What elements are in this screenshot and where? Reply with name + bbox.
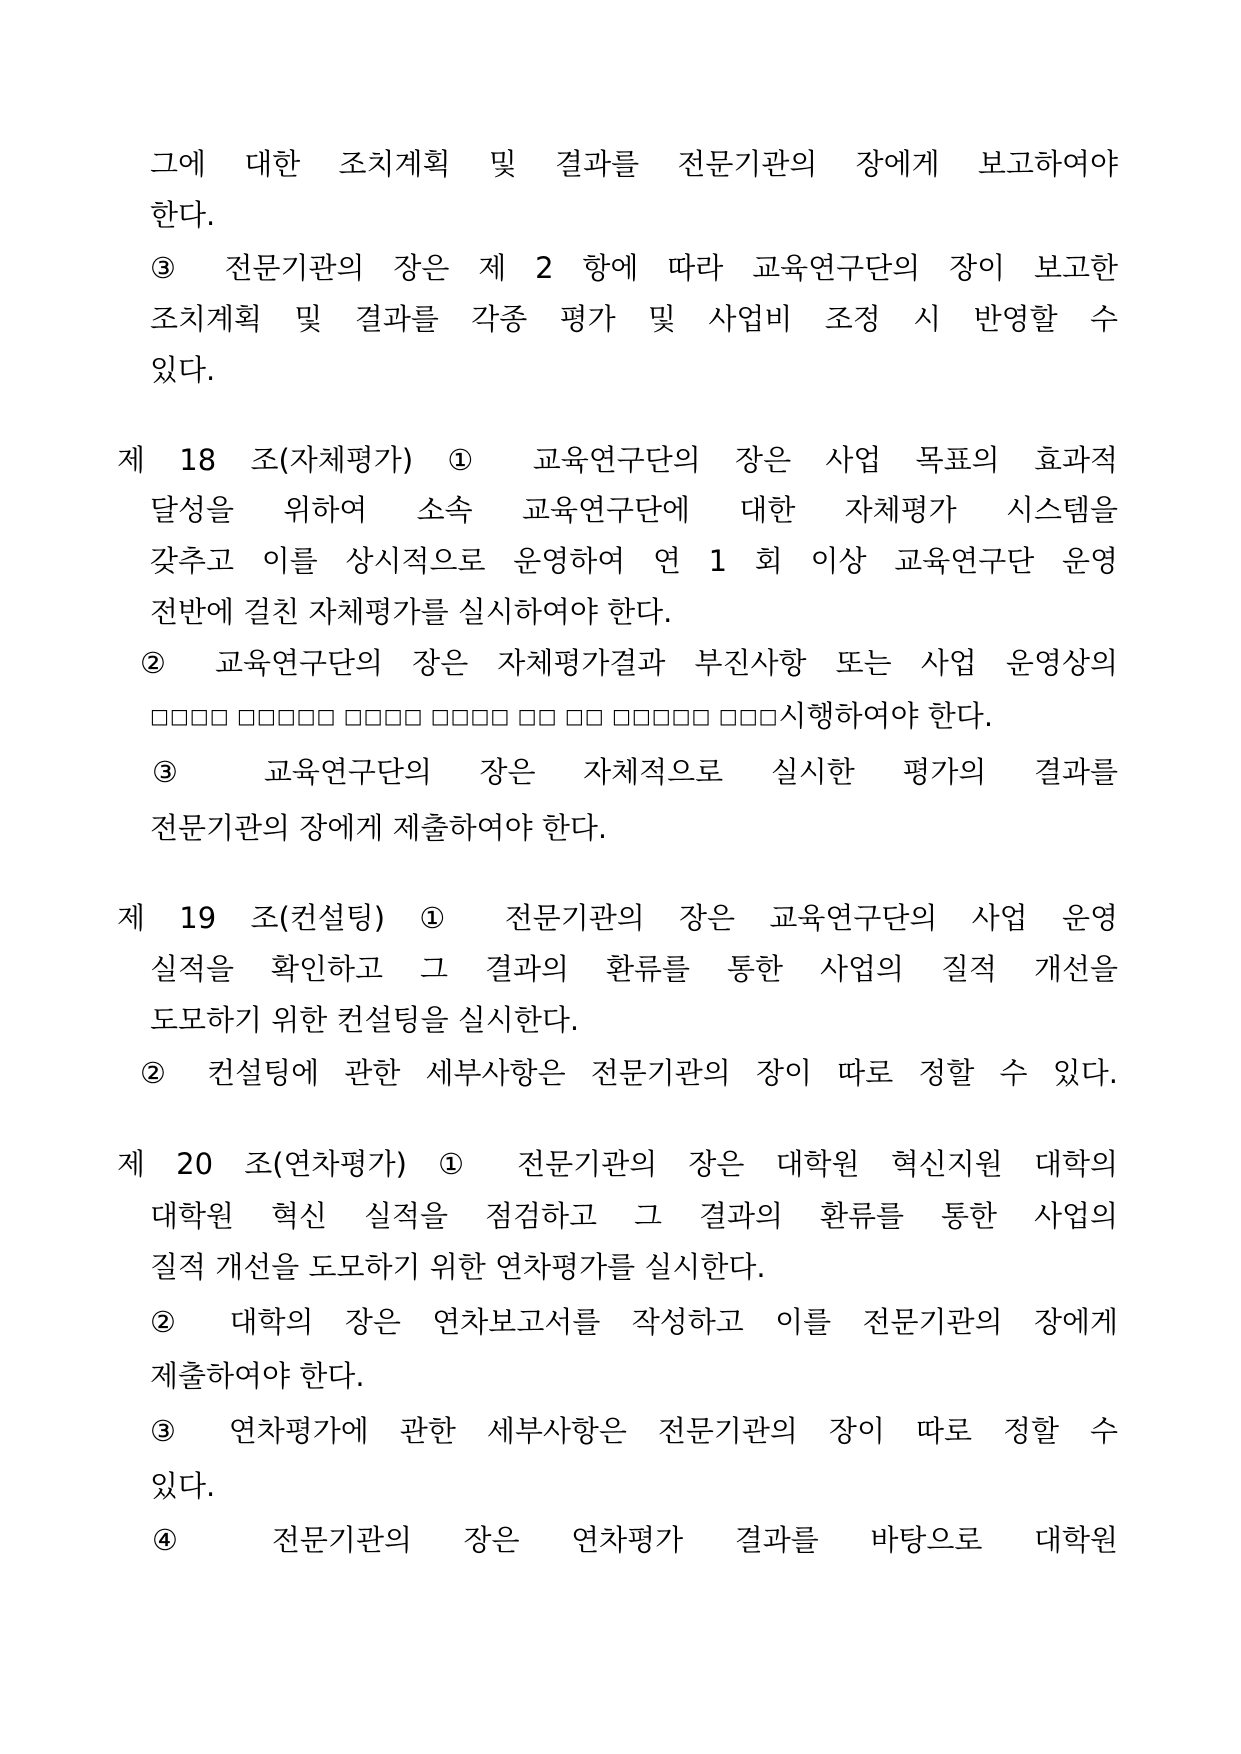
article-19-heading: 제 19 조(컨설팅) ① 전문기관의 장은 교육연구단의 사업 운영 (117, 901, 1118, 935)
text-line: 실적을 확인하고 그 결과의 환류를 통한 사업의 질적 개선을 (150, 952, 1118, 986)
text-line: ③ 전문기관의 장은 제 2 항에 따라 교육연구단의 장이 보고한 (150, 251, 1118, 285)
text-line: ② 컨설팅에 관한 세부사항은 전문기관의 장이 따로 정할 수 있다. (140, 1056, 1118, 1090)
missing-glyphs: □□□□ □□□□□ □□□□ □□□□ □□ □□ □□□□□ □□□ (150, 704, 779, 728)
article-18-heading: 제 18 조(자체평가) ① 교육연구단의 장은 사업 목표의 효과적 (117, 443, 1118, 477)
text-line: 전문기관의 장에게 제출하여야 한다. (150, 811, 608, 845)
text-line: 있다. (150, 1469, 216, 1503)
text-line: 갖추고 이를 상시적으로 운영하여 연 1 회 이상 교육연구단 운영 (150, 544, 1118, 578)
text-fragment: 시행하여야 한다. (778, 699, 994, 733)
text-line: ② 대학의 장은 연차보고서를 작성하고 이를 전문기관의 장에게 (150, 1305, 1118, 1339)
text-line: 달성을 위하여 소속 교육연구단에 대한 자체평가 시스템을 (150, 493, 1118, 527)
text-line: ③ 교육연구단의 장은 자체적으로 실시한 평가의 결과를 (152, 755, 1118, 789)
text-line: 그에 대한 조치계획 및 결과를 전문기관의 장에게 보고하여야 (150, 147, 1118, 181)
text-line: ③ 연차평가에 관한 세부사항은 전문기관의 장이 따로 정할 수 (150, 1414, 1118, 1448)
text-line: 있다. (150, 353, 216, 387)
text-line: ④ 전문기관의 장은 연차평가 결과를 바탕으로 대학원 (152, 1523, 1118, 1557)
article-20-heading: 제 20 조(연차평가) ① 전문기관의 장은 대학원 혁신지원 대학의 (117, 1147, 1118, 1181)
text-line: 대학원 혁신 실적을 점검하고 그 결과의 환류를 통한 사업의 (150, 1199, 1118, 1233)
garbled-text-line (150, 696, 1118, 736)
text-line: 전반에 걸친 자체평가를 실시하여야 한다. (150, 595, 673, 629)
text-line: 질적 개선을 도모하기 위한 연차평가를 실시한다. (150, 1250, 766, 1284)
text-line: 한다. (150, 198, 216, 232)
text-line: ② 교육연구단의 장은 자체평가결과 부진사항 또는 사업 운영상의 (140, 646, 1118, 680)
text-line: 제출하여야 한다. (150, 1359, 365, 1393)
text-line: 조치계획 및 결과를 각종 평가 및 사업비 조정 시 반영할 수 (150, 302, 1118, 336)
text-line: 도모하기 위한 컨설팅을 실시한다. (150, 1003, 580, 1037)
